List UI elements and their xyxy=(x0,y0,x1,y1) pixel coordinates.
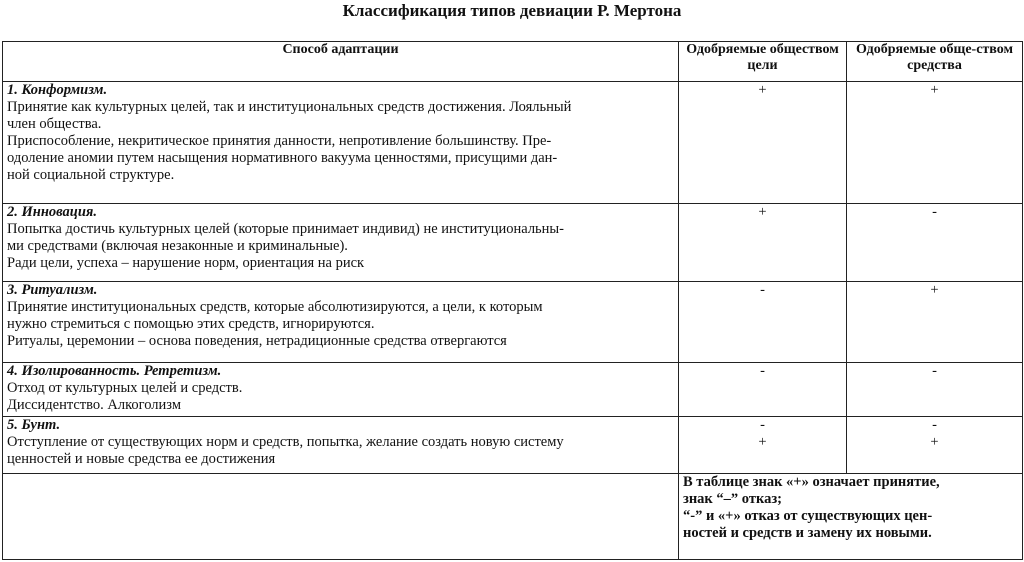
description-line: ми средствами (включая незаконные и криминальные). xyxy=(7,238,348,254)
description-line: Отход от культурных целей и средств. xyxy=(7,380,243,396)
goals-mark: + xyxy=(758,434,767,450)
table-row xyxy=(3,363,1023,417)
description-line: Принятие как культурных целей, так и институциональных средств достижения. Лояльный xyxy=(7,99,572,115)
means-mark: + xyxy=(930,282,939,298)
goals-mark-cell xyxy=(679,282,847,363)
means-mark: - xyxy=(932,363,937,379)
table-row xyxy=(3,204,1023,282)
adaptation-type-title: 3. Ритуализм. xyxy=(7,282,98,298)
goals-mark: - xyxy=(760,282,765,298)
description-line: Попытка достичь культурных целей (которые принимает индивид) не институциональны- xyxy=(7,221,564,237)
description-line: Принятие институциональных средств, которые абсолютизируются, а цели, к которым xyxy=(7,299,543,315)
header-method: Способ адаптации xyxy=(3,42,679,82)
merton-deviation-table xyxy=(2,41,1023,560)
description-line: ной социальной структуре. xyxy=(7,167,175,183)
note-line: “-” и «+» отказ от существующих цен- xyxy=(683,508,933,524)
goals-mark: - xyxy=(760,363,765,379)
note-line: В таблице знак «+» означает принятие, xyxy=(683,474,940,490)
description-line: член общества. xyxy=(7,116,102,132)
goals-mark: + xyxy=(758,82,767,98)
description-line: нужно стремиться с помощью этих средств, игнорируются. xyxy=(7,316,375,332)
method-cell xyxy=(3,363,679,417)
goals-mark-cell xyxy=(679,82,847,204)
description-line: Ритуалы, церемонии – основа поведения, нетрадиционные средства отвергаются xyxy=(7,333,507,349)
adaptation-type-title: 1. Конформизм. xyxy=(7,82,108,98)
means-mark: - xyxy=(932,417,937,433)
method-cell xyxy=(3,204,679,282)
adaptation-type-title: 2. Инновация. xyxy=(7,204,97,220)
goals-mark: - xyxy=(760,417,765,433)
description-line: Ради цели, успеха – нарушение норм, ориентация на риск xyxy=(7,255,365,271)
method-cell xyxy=(3,82,679,204)
table-row xyxy=(3,417,1023,474)
means-mark: + xyxy=(930,434,939,450)
header-means: Одобряемые обще-ством средства xyxy=(847,42,1023,82)
description-line: ценностей и новые средства ее достижения xyxy=(7,451,276,467)
page-title: Классификация типов девиации Р. Мертона xyxy=(342,1,682,20)
adaptation-type-title: 5. Бунт. xyxy=(7,417,61,433)
means-mark-cell xyxy=(847,282,1023,363)
means-mark-cell xyxy=(847,417,1023,474)
note-empty-cell xyxy=(3,474,679,560)
means-mark-cell xyxy=(847,204,1023,282)
adaptation-type-title: 4. Изолированность. Ретретизм. xyxy=(7,363,222,379)
note-cell xyxy=(679,474,1023,560)
note-row xyxy=(3,474,1023,560)
note-line: ностей и средств и замену их новыми. xyxy=(683,525,932,541)
description-line: Диссидентство. Алкоголизм xyxy=(7,397,181,413)
means-mark-cell xyxy=(847,82,1023,204)
goals-mark-cell xyxy=(679,417,847,474)
means-mark: - xyxy=(932,204,937,220)
method-cell xyxy=(3,417,679,474)
goals-mark-cell xyxy=(679,363,847,417)
header-row xyxy=(3,42,1023,82)
description-line: Отступление от существующих норм и средств, попытка, желание создать новую систему xyxy=(7,434,564,450)
method-cell xyxy=(3,282,679,363)
table-row xyxy=(3,282,1023,363)
note-line: знак “–” отказ; xyxy=(683,491,783,507)
table-row xyxy=(3,82,1023,204)
description-line: Приспособление, некритическое принятия данности, непротивление большинству. Пре- xyxy=(7,133,552,149)
goals-mark-cell xyxy=(679,204,847,282)
goals-mark: + xyxy=(758,204,767,220)
description-line: одоление аномии путем насыщения нормативного вакуума ценностями, присущими дан- xyxy=(7,150,558,166)
means-mark: + xyxy=(930,82,939,98)
header-goals: Одобряемые обществом цели xyxy=(679,42,847,82)
means-mark-cell xyxy=(847,363,1023,417)
